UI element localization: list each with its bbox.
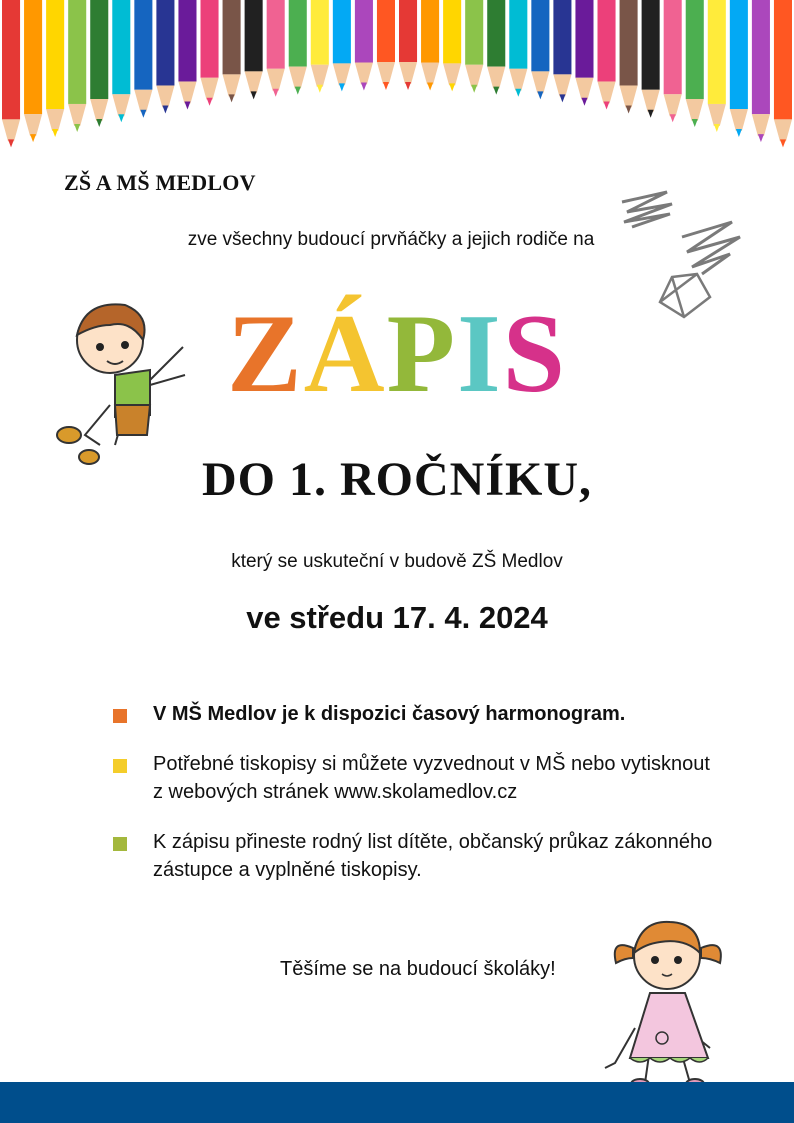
pencil-icon bbox=[708, 0, 726, 132]
title-letter: Z bbox=[227, 292, 304, 416]
invitation-text: zve všechny budoucí prvňáčky a jejich rodiče na bbox=[187, 229, 595, 250]
pencil-icon bbox=[465, 0, 483, 93]
pencil-icon bbox=[267, 0, 285, 97]
bottom-bar bbox=[0, 1082, 794, 1123]
pencil-icon bbox=[553, 0, 571, 102]
pencil-icon bbox=[90, 0, 108, 127]
venue-text: který se uskuteční v budově ZŠ Medlov bbox=[231, 551, 563, 572]
pencil-icon bbox=[68, 0, 86, 132]
pencil-icon bbox=[598, 0, 616, 109]
pencil-icon bbox=[2, 0, 20, 147]
bullet-square-icon bbox=[113, 837, 127, 851]
pencil-icon bbox=[46, 0, 64, 137]
title-letter: Á bbox=[303, 292, 387, 416]
colored-pencils-border bbox=[0, 0, 794, 170]
pencil-icon bbox=[112, 0, 130, 122]
zapis-title bbox=[0, 292, 794, 416]
grade-subtitle: DO 1. ROČNÍKU, bbox=[201, 453, 592, 506]
pencil-icon bbox=[178, 0, 196, 109]
list-item-text: V MŠ Medlov je k dispozici časový harmonogram. bbox=[153, 703, 626, 725]
info-list bbox=[113, 700, 713, 906]
pencil-icon bbox=[686, 0, 704, 127]
pencil-icon bbox=[377, 0, 395, 90]
pencil-icon bbox=[201, 0, 219, 106]
pencil-icon bbox=[620, 0, 638, 113]
closing-text: Těšíme se na budoucí školáky! bbox=[280, 958, 556, 980]
list-item bbox=[113, 750, 713, 806]
pencil-icon bbox=[134, 0, 152, 118]
pencil-icon bbox=[245, 0, 263, 99]
list-item bbox=[113, 828, 713, 884]
title-letter: S bbox=[502, 292, 567, 416]
pencil-icon bbox=[156, 0, 174, 113]
bullet-square-icon bbox=[113, 709, 127, 723]
list-item-text: K zápisu přineste rodný list dítěte, občanský průkaz zákonného zástupce a vyplněné tiskopisy. bbox=[153, 831, 713, 881]
school-name: ZŠ A MŠ MEDLOV bbox=[64, 170, 256, 195]
pencil-icon bbox=[531, 0, 549, 99]
pencil-icon bbox=[421, 0, 439, 91]
bullet-square-icon bbox=[113, 759, 127, 773]
pencil-icon bbox=[730, 0, 748, 137]
list-item bbox=[113, 700, 713, 728]
pencil-icon bbox=[664, 0, 682, 122]
pencil-icon bbox=[333, 0, 351, 91]
pencil-icon bbox=[311, 0, 329, 93]
pencil-icon bbox=[223, 0, 241, 102]
pencil-icon bbox=[509, 0, 527, 97]
pencil-icon bbox=[355, 0, 373, 91]
pencil-icon bbox=[774, 0, 792, 147]
pencil-icon bbox=[399, 0, 417, 90]
title-letter: I bbox=[457, 292, 503, 416]
pencil-icon bbox=[575, 0, 593, 106]
event-date: ve středu 17. 4. 2024 bbox=[246, 600, 548, 635]
list-item-text: Potřebné tiskopisy si můžete vyzvednout v MŠ nebo vytisknout z webových stránek www.skolamedlov.cz bbox=[153, 753, 710, 803]
pencil-icon bbox=[487, 0, 505, 95]
pencil-icon bbox=[443, 0, 461, 91]
pencil-icon bbox=[752, 0, 770, 142]
pencil-icon bbox=[289, 0, 307, 95]
girl-illustration bbox=[600, 908, 740, 1093]
pencil-icon bbox=[24, 0, 42, 142]
pencil-icon bbox=[642, 0, 660, 118]
title-letter: P bbox=[386, 292, 458, 416]
